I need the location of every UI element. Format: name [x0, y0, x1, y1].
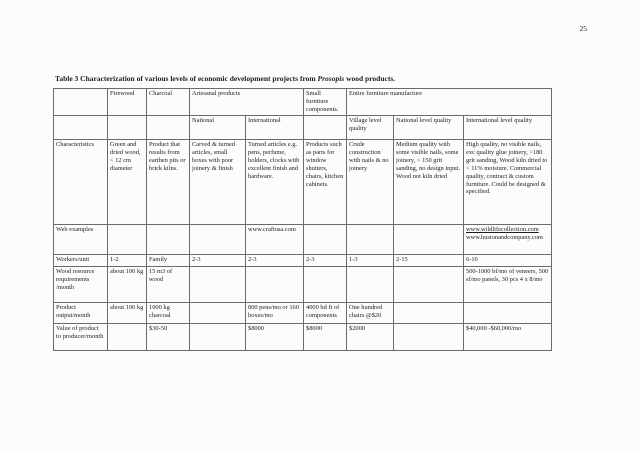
table-cell	[246, 225, 304, 255]
table-cell: $30-50	[147, 324, 190, 351]
table-cell	[190, 267, 246, 303]
table-cell	[304, 225, 347, 255]
header-row-top	[54, 89, 552, 116]
row-label: Characteristics	[54, 140, 108, 225]
table-cell	[394, 267, 464, 303]
table-row-characteristics	[54, 140, 552, 225]
table-cell: $2000	[347, 324, 394, 351]
table-cell: Products such as parts for window shutters, chairs, kitchen cabinets.	[304, 140, 347, 225]
header-cell-small-furniture: Small furniture components.	[304, 89, 347, 116]
header-cell-blank	[304, 116, 347, 140]
caption-species-name: Prosopis	[317, 74, 345, 83]
table-cell: 1000 kg charcoal	[147, 303, 190, 324]
table-cell	[304, 267, 347, 303]
table-cell: Family	[147, 255, 190, 267]
page-number: 25	[579, 24, 587, 33]
table-cell	[464, 303, 552, 324]
table-cell: about 100 kg	[108, 267, 147, 303]
table-cell: Turned articles e.g. pens, perfume, holders, clocks with excellent finish and hardware.	[246, 140, 304, 225]
table-row-wood-resource	[54, 267, 552, 303]
header-cell-blank	[108, 116, 147, 140]
hustonandcompany-url: www.hustonandcompany.com	[466, 234, 543, 242]
header-cell-entire-furniture: Entire furniture manufacture	[347, 89, 552, 116]
table-cell: One hundred chairs @$20	[347, 303, 394, 324]
row-label: Web examples	[54, 225, 108, 255]
table-cell	[347, 225, 394, 255]
table-cell: $8000	[304, 324, 347, 351]
table-cell	[108, 324, 147, 351]
table-cell	[464, 225, 552, 255]
table-cell	[147, 225, 190, 255]
table-cell: 2-15	[394, 255, 464, 267]
header-cell-firewood: Firewood	[108, 89, 147, 116]
header-cell-blank	[54, 116, 108, 140]
table-cell	[190, 303, 246, 324]
table-cell	[394, 303, 464, 324]
table-cell	[394, 324, 464, 351]
header-cell-village-quality: Village level quality	[347, 116, 394, 140]
row-label: Value of product to producer/month	[54, 324, 108, 351]
header-cell-charcoal: Charcoal	[147, 89, 190, 116]
table-cell: Crude construction with nails & no joinery	[347, 140, 394, 225]
economic-development-table	[53, 88, 552, 351]
row-label: Wood resource requirements /month	[54, 267, 108, 303]
table-cell: 1-2	[108, 255, 147, 267]
header-cell-artesanal: Artesanal products	[190, 89, 304, 116]
header-cell-blank	[54, 89, 108, 116]
table-cell: 6-10	[464, 255, 552, 267]
header-row-sub	[54, 116, 552, 140]
table-cell: 15 m3 of wood	[147, 267, 190, 303]
row-label: Product output/month	[54, 303, 108, 324]
header-cell-international: International	[246, 116, 304, 140]
table-cell	[108, 225, 147, 255]
table-cell: 1-3	[347, 255, 394, 267]
table-cell: Medium quality with some visible nails, some joinery, < 150 grit sanding, no design input. Wood not kiln dried	[394, 140, 464, 225]
table-cell	[347, 267, 394, 303]
table-cell	[190, 324, 246, 351]
row-label: Workers/unit	[54, 255, 108, 267]
table-cell: 2-3	[190, 255, 246, 267]
header-cell-national-quality: National level quality	[394, 116, 464, 140]
table-cell: Green and dried wood, < 12 cm diameter	[108, 140, 147, 225]
table-row-workers	[54, 255, 552, 267]
table-cell: 2-3	[304, 255, 347, 267]
table-cell: 800 pens/mo or 160 boxes/mo	[246, 303, 304, 324]
table-cell	[246, 267, 304, 303]
table-cell: $40,000 -$60,000/mo	[464, 324, 552, 351]
header-cell-international-quality: International level quality	[464, 116, 552, 140]
header-cell-national: National	[190, 116, 246, 140]
caption-suffix: wood products.	[344, 74, 396, 83]
table-cell: Carved & turned articles, small boxes with poor joinery & finish	[190, 140, 246, 225]
table-caption	[55, 74, 575, 83]
table-row-product-output	[54, 303, 552, 324]
wildlifecollection-link[interactable]: www.wildlifecollection.com	[466, 226, 539, 234]
table-cell: Product that results from earthen pits or brick kilns.	[147, 140, 190, 225]
table-cell	[190, 225, 246, 255]
table-cell: 4000 bd ft of components	[304, 303, 347, 324]
table-cell: 500-1000 bf/mo of veneers, 500 sf/mo panels, 30 pcs 4 x 8/mo	[464, 267, 552, 303]
table-cell: High quality, no visible nails, exc quality glue joinery, >180 grit sanding, Wood kiln dried to < 11% moisture. Commercial quality, contract & custom furniture. Could be designed & specified.	[464, 140, 552, 225]
table-cell: $8000	[246, 324, 304, 351]
craftusa-url: www.craftusa.com	[248, 226, 296, 234]
table-cell: 2-3	[246, 255, 304, 267]
caption-prefix: Table 3 Characterization of various levels of economic development projects from	[55, 74, 318, 83]
table-row-value	[54, 324, 552, 351]
table-row-web-examples	[54, 225, 552, 255]
table-cell: about 100 kg	[108, 303, 147, 324]
table-cell	[394, 225, 464, 255]
header-cell-blank	[147, 116, 190, 140]
